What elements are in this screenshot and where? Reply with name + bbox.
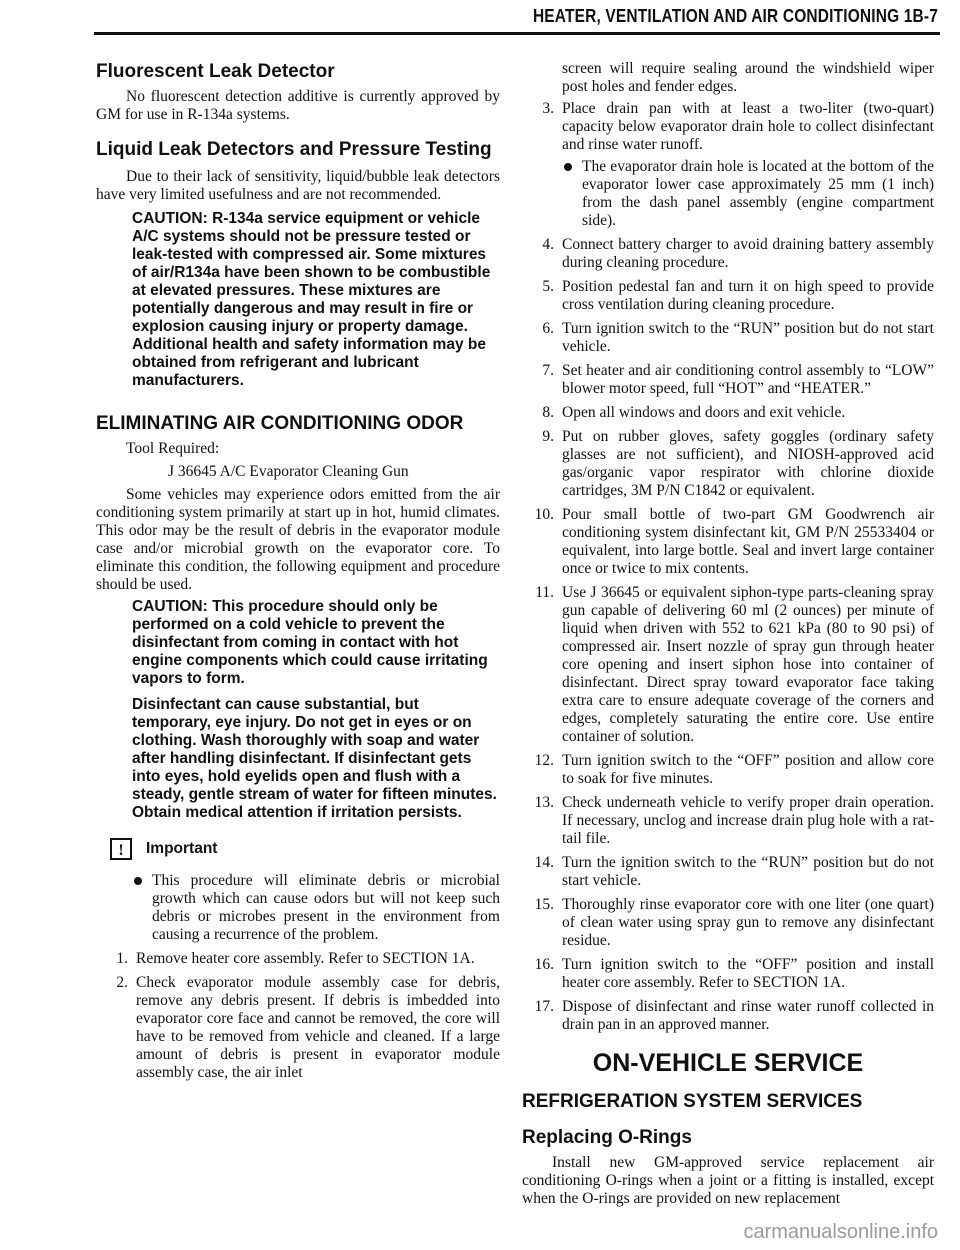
left-column [96,60,500,1088]
step-13: 13. Check underneath vehicle to verify proper drain operation. If necessary, unclog and increase drain plug hole with a rat-tail file. [534,794,934,847]
important-notice [110,838,500,860]
tool-name: J 36645 A/C Evaporator Cleaning Gun [168,463,409,480]
caution-compressed-air: CAUTION: R-134a service equipment or vehicle A/C systems should not be pressure tested or leak-tested with compressed air. Some mixtures of air/R134a have been shown to be combustible at elevated pressures. These mixtures are potentially dangerous and may result in fire or explosion causing injury or property damage. Additional health and safety information may be obtained from refrigerant and lubricant manufacturers. [132,210,491,389]
step-3: 3. Place drain pan with at least a two-liter (two-quart) capacity below evaporator drain hole to collect disinfectant and rinse water runoff. The evaporator drain hole is located at the bottom of the evaporator lower case approximately 25 mm (1 inch) from the dash panel assembly (engine compartment side). [542,100,934,229]
step-5: 5. Position pedestal fan and turn it on high speed to provide cross ventilation during cleaning procedure. [542,278,934,313]
tool-required-label: Tool Required: [126,440,220,457]
bullet-dot [134,877,142,885]
bullet-dot [564,163,572,171]
step-11: 11. Use J 36645 or equivalent siphon-type parts-cleaning spray gun capable of delivering 60 ml (2 ounces) per minute of liquid when driven with 552 to 621 kPa (80 to 90 psi) of compressed air. Insert nozzle of spray gun through heater core opening and insert siphon hose into container of disinfectant. Direct spray toward evaporator face taking extra care to ensure adequate coverage of the corners and edges, completely saturating the entire core. Use entire container of solution. [535,584,934,745]
step-14: 14. Turn the ignition switch to the “RUN” position but do not start vehicle. [534,854,934,889]
right-steps-a [522,100,934,230]
important-bullet: This procedure will eliminate debris or microbial growth which can cause odors but will not keep such debris or microbes present in the environment from causing a recurrence of the problem. [132,872,500,944]
caution-cold-vehicle: CAUTION: This procedure should only be performed on a cold vehicle to prevent the disinfectant from coming in contact with hot engine components which could cause irritating vapors to form. [132,598,488,687]
step-12: 12. Turn ignition switch to the “OFF” position and allow core to soak for five minutes. [534,752,934,787]
step-8: 8. Open all windows and doors and exit vehicle. [542,404,846,421]
replacing-orings-heading: Replacing O-Rings [522,1127,692,1148]
fluorescent-leak-detector-text: No fluorescent detection additive is currently approved by GM for use in R-134a systems. [96,88,500,123]
running-header-title: HEATER, VENTILATION AND AIR CONDITIONING 1B-7 [532,6,938,26]
replacing-orings-text: Install new GM-approved service replacement air conditioning O-rings when a joint or a fitting is installed, except when the O-rings are provided on new replacement [522,1154,934,1207]
watermark: carmanualsonline.info [743,1221,938,1243]
step-4: 4. Connect battery charger to avoid draining battery assembly during cleaning procedure. [542,236,934,271]
step-9: 9. Put on rubber gloves, safety goggles (ordinary safety glasses are not sufficient), and NIOSH-approved acid gas/organic vapor respirator with chlorine dioxide cartridges, 3M P/N C1842 or equivalent. [542,428,934,499]
liquid-leak-detectors-text: Due to their lack of sensitivity, liquid/bubble leak detectors have very limited usefulness and are not recommended. [96,168,500,203]
right-steps-b [522,236,934,1034]
on-vehicle-service-heading: ON-VEHICLE SERVICE [592,1049,864,1077]
step-2-continuation: screen will require sealing around the windshield wiper post holes and fender edges. [562,60,934,95]
right-column [522,60,934,1208]
left-steps [96,950,500,1082]
step-16: 16. Turn ignition switch to the “OFF” position and install heater core assembly. Refer to SECTION 1A. [534,956,934,991]
step-17: 17. Dispose of disinfectant and rinse water runoff collected in drain pan in an approved manner. [534,998,934,1033]
important-icon [110,838,132,860]
step-2: 2. Check evaporator module assembly case for debris, remove any debris present. If debris is imbedded into evaporator core face and cannot be removed, the core will have to be removed from vehicle and cleaned. If a large amount of debris is present in evaporator module assembly case, the air inlet [116,974,500,1081]
caution-eye-injury: Disinfectant can cause substantial, but temporary, eye injury. Do not get in eyes or on clothing. Wash thoroughly with soap and water after handling disinfectant. If disinfectant gets into eyes, hold eyelids open and flush with a steady, gentle stream of water for fifteen minutes. Obtain medical attention if irritation persists. [132,696,497,821]
svg-text:!: ! [118,842,124,859]
step-7: 7. Set heater and air conditioning control assembly to “LOW” blower motor speed, full “HOT” and “HEATER.” [542,362,934,397]
step-6: 6. Turn ignition switch to the “RUN” position but do not start vehicle. [542,320,934,355]
page-header [0,0,960,40]
step-15: 15. Thoroughly rinse evaporator core with one liter (one quart) of clean water using spray gun to remove any disinfectant residue. [534,896,934,949]
step-3-bullet: The evaporator drain hole is located at the bottom of the evaporator lower case approximately 25 mm (1 inch) from the dash panel assembly (engine compartment side). [562,158,934,230]
odor-intro-text: Some vehicles may experience odors emitted from the air conditioning system primarily at start up in hot, humid climates. This odor may be the result of debris in the evaporator module case and/or microbial growth on the evaporator core. To eliminate this condition, the following equipment and procedure should be used. [96,486,500,593]
header-rule [94,32,940,35]
liquid-leak-detectors-heading: Liquid Leak Detectors and Pressure Testing [96,139,492,160]
important-label: Important [146,840,218,857]
step-3-bullets [562,158,934,230]
eliminating-odor-heading: ELIMINATING AIR CONDITIONING ODOR [96,413,464,434]
important-bullets [132,872,500,944]
refrigeration-system-services-heading: REFRIGERATION SYSTEM SERVICES [522,1091,863,1112]
step-1: 1. Remove heater core assembly. Refer to SECTION 1A. [116,950,475,967]
step-10: 10. Pour small bottle of two-part GM Goodwrench air conditioning system disinfectant kit, GM P/N 25533404 or equivalent, into large bottle. Seal and invert large container once or twice to mix contents. [534,506,934,577]
fluorescent-leak-detector-heading: Fluorescent Leak Detector [96,61,335,82]
